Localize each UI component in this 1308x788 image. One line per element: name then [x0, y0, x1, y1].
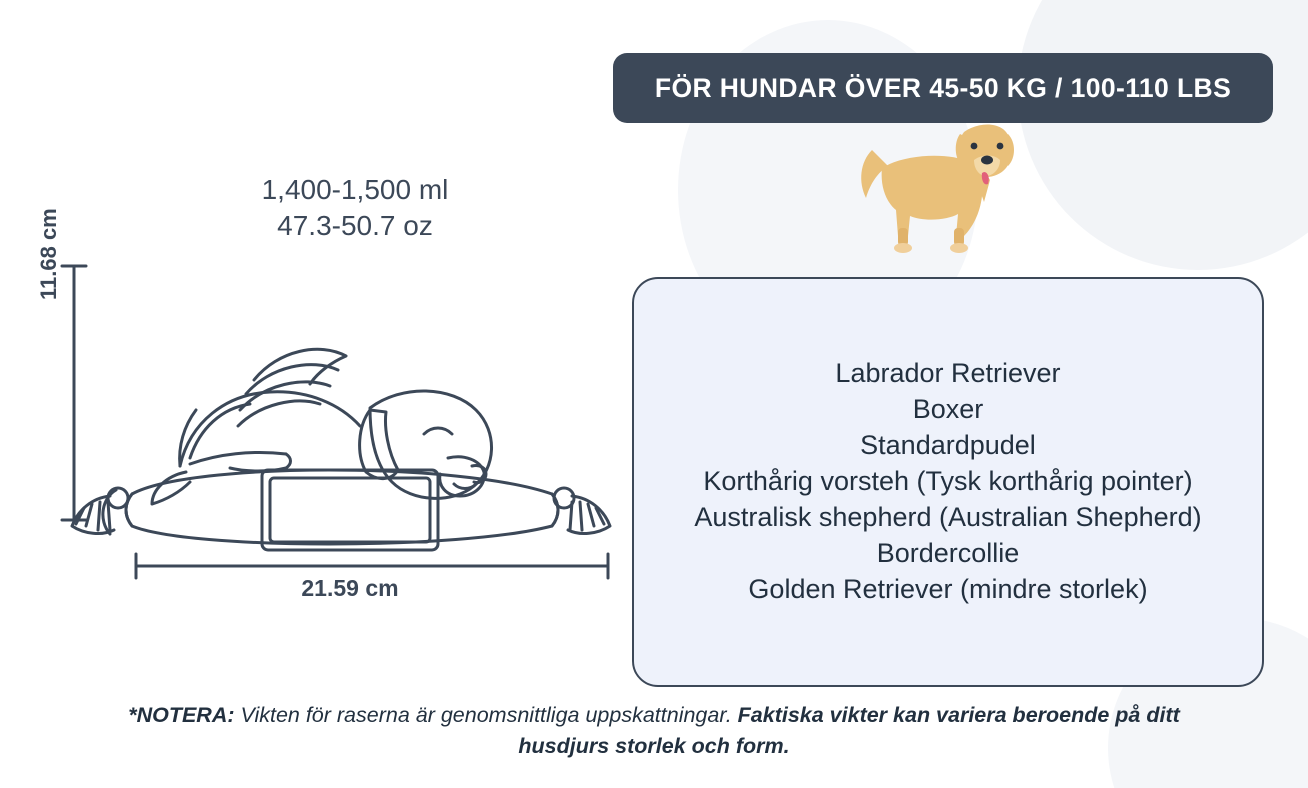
volume-oz: 47.3-50.7 oz	[277, 209, 433, 241]
list-item: Bordercollie	[876, 537, 1020, 568]
footnote-text: Vikten för raserna är genomsnittliga uppskattningar.	[234, 703, 738, 727]
list-item: Australisk shepherd (Australian Shepherd)	[694, 501, 1202, 532]
list-item: Standardpudel	[860, 430, 1036, 461]
width-dimension-label: 21.59 cm	[301, 575, 399, 601]
page-title: FÖR HUNDAR ÖVER 45-50 KG / 100-110 LBS	[654, 72, 1232, 103]
list-item: Korthårig vorsteh (Tysk korthårig pointer)	[703, 466, 1193, 497]
list-item: Boxer	[912, 394, 984, 425]
background-blob-top-right	[1018, 0, 1308, 270]
footnote-bold: Faktiska vikter kan variera beroende på ditt husdjurs storlek och form.	[518, 703, 1180, 759]
breeds-list	[694, 356, 1201, 607]
list-item: Golden Retriever (mindre storlek)	[748, 573, 1148, 604]
sleeping-dog-on-pillow-icon	[40, 258, 640, 618]
breeds-card	[632, 277, 1264, 687]
volume-ml: 1,400-1,500 ml	[261, 174, 449, 205]
header-banner	[613, 53, 1273, 123]
golden-retriever-dog-icon	[852, 110, 1032, 280]
height-dimension-label: 11.68 cm	[36, 208, 61, 300]
footnote-lead: *NOTERA:	[128, 703, 235, 727]
footnote	[104, 700, 1204, 762]
volume-label	[120, 172, 590, 244]
list-item: Labrador Retriever	[835, 358, 1061, 389]
